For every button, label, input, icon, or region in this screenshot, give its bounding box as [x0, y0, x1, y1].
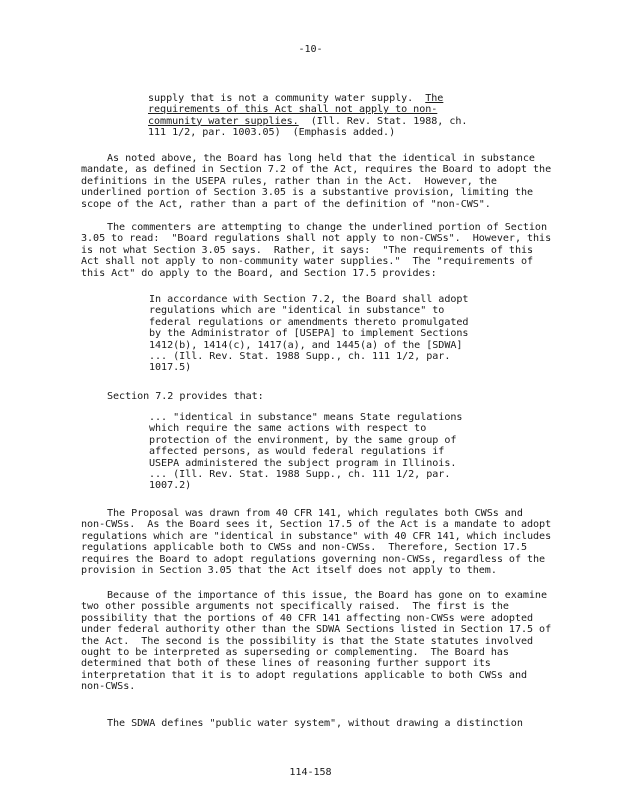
paragraph-5: The SDWA defines "public water system", without drawing a distinction — [107, 718, 523, 729]
quote-line: community water supplies. (Ill. Rev. Stat. 1988, ch. — [148, 115, 468, 127]
paragraph-4: Because of the importance of this issue, the Board has gone on to examine two other possible arguments not specifically raised. The first is the possibility that the portions of 40 CFR 141 affecting non-CWSs were adopted under federal authority other than the SDWA Sections listed in Section 17.5 of the Act. The second is the possibility is that the State statutes involved ought to be interpreted as superseding or complementing. The Board has determined that both of these lines of reasoning further support its interpretation that it is to adopt regulations applicable to both CWSs and non-CWSs. — [81, 590, 552, 693]
paragraph-2: The commenters are attempting to change the underlined portion of Section 3.05 to read: "Board regulations shall not apply to non-CWSs". However, this is not what Section 3.05 says. Rather, it says: "The requirements of this Act shall not apply to non-community water supplies." The "requirements of this Act" do apply to the Board, and Section 17.5 provides: — [81, 222, 552, 279]
paragraph-1: As noted above, the Board has long held that the identical in substance mandate, as defined in Section 7.2 of the Act, requires the Board to adopt the definitions in the USEPA rules, rather than in the Act. However, the underlined portion of Section 3.05 is a substantive provision, limiting the scope of the Act, rather than a part of the definition of "non-CWS". — [81, 153, 552, 210]
page-number: -10- — [298, 44, 323, 55]
quote-line: supply that is not a community water supply. The — [148, 93, 444, 104]
statute-quote-7-2: ... "identical in substance" means State regulations which require the same actions with respect to protection of the environment, by the same group of affected persons, as would federal regulations if USEPA administered the subject program in Illinois. ... (Ill. Rev. Stat. 1988 Supp., ch. 111 1/2, par. 1007.2) — [149, 412, 463, 492]
paragraph-3: The Proposal was drawn from 40 CFR 141, which regulates both CWSs and non-CWSs. As the Board sees it, Section 17.5 of the Act is a mandate to adopt regulations which are "identical in substance" with 40 CFR 141, which includes regulations applicable both to CWSs and non-CWSs. Therefore, Section 17.5 requires the Board to adopt regulations governing non-CWSs, regardless of the provision in Section 3.05 that the Act itself does not apply to them. — [81, 508, 552, 576]
quote-line: 111 1/2, par. 1003.05) (Emphasis added.) — [148, 127, 396, 139]
statute-quote-17-5: In accordance with Section 7.2, the Board shall adopt regulations which are "identical in substance" to federal regulations or amendments thereto promulgated by the Administrator of [USEPA] to implement Sections 1412(b), 1414(c), 1417(a), and 1445(a) of the [SDWA] ... (Ill. Rev. Stat. 1988 Supp., ch. 111 1/2, par. 1017.5) — [149, 294, 469, 374]
statute-quote-3-05 — [148, 93, 467, 139]
quote-line-underlined: requirements of this Act shall not apply to non- — [148, 104, 438, 116]
section-7-2-intro: Section 7.2 provides that: — [107, 391, 264, 402]
page-footer: 114-158 — [289, 767, 332, 778]
